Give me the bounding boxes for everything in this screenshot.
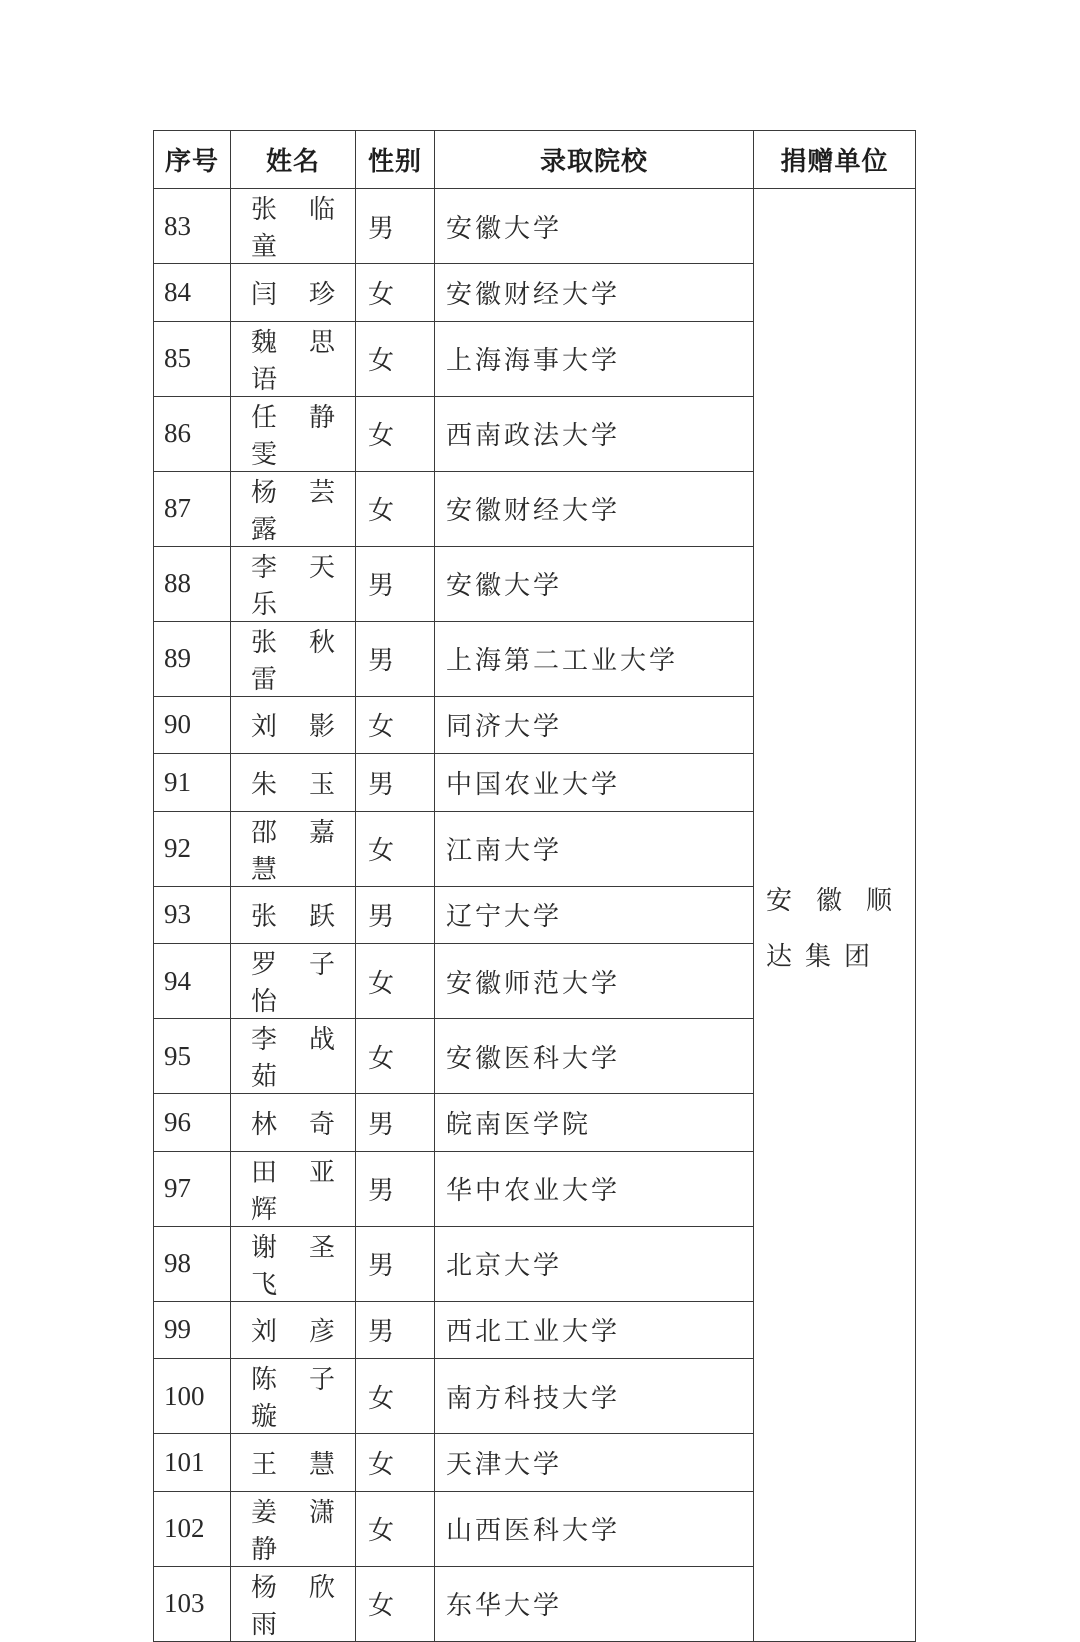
- row-school: 同济大学: [435, 696, 754, 754]
- row-gender: 男: [356, 1151, 435, 1226]
- row-seq: 87: [154, 471, 231, 546]
- row-name-cell: [231, 396, 356, 471]
- row-school: 上海第二工业大学: [435, 621, 754, 696]
- row-name-cell: [231, 621, 356, 696]
- row-school: 华中农业大学: [435, 1151, 754, 1226]
- donor-name: 安徽顺达集团: [766, 885, 905, 972]
- row-gender: 女: [356, 264, 435, 322]
- row-name-cell: [231, 1094, 356, 1152]
- row-name: 李 战 茹: [251, 1025, 335, 1092]
- row-name: 朱 玉: [251, 769, 335, 800]
- row-name: 陈 子 璇: [251, 1365, 335, 1432]
- row-name: 谢 圣 飞: [251, 1232, 335, 1300]
- row-name-cell: [231, 1019, 356, 1094]
- row-gender: 女: [356, 1019, 435, 1094]
- table-body: [154, 189, 916, 1642]
- row-gender: 女: [356, 1491, 435, 1566]
- row-seq: 103: [154, 1566, 231, 1641]
- row-gender: 男: [356, 754, 435, 812]
- row-seq: 98: [154, 1226, 231, 1301]
- row-gender: 女: [356, 1434, 435, 1492]
- row-name: 刘 影: [251, 712, 335, 743]
- row-seq: 94: [154, 944, 231, 1019]
- row-name: 姜 潇 静: [251, 1497, 335, 1565]
- row-name-cell: [231, 471, 356, 546]
- row-gender: 男: [356, 546, 435, 621]
- row-name: 林 奇: [251, 1109, 335, 1140]
- row-name-cell: [231, 944, 356, 1019]
- row-name: 魏 思 语: [251, 327, 335, 395]
- row-name: 任 静 雯: [251, 402, 335, 470]
- row-seq: 86: [154, 396, 231, 471]
- row-seq: 92: [154, 811, 231, 886]
- row-school: 江南大学: [435, 811, 754, 886]
- table-header-row: [154, 131, 916, 189]
- row-school: 天津大学: [435, 1434, 754, 1492]
- header-name: 姓名: [231, 131, 356, 189]
- row-seq: 89: [154, 621, 231, 696]
- row-gender: 女: [356, 1359, 435, 1434]
- row-school: 安徽师范大学: [435, 944, 754, 1019]
- row-name-cell: [231, 1151, 356, 1226]
- scholarship-roster-table: [153, 130, 916, 1642]
- row-gender: 男: [356, 886, 435, 944]
- row-school: 安徽大学: [435, 189, 754, 264]
- row-school: 安徽大学: [435, 546, 754, 621]
- row-seq: 83: [154, 189, 231, 264]
- row-seq: 97: [154, 1151, 231, 1226]
- row-name-cell: [231, 189, 356, 264]
- header-school: 录取院校: [435, 131, 754, 189]
- row-gender: 男: [356, 1301, 435, 1359]
- row-name: 罗 子 怡: [251, 950, 335, 1017]
- row-gender: 女: [356, 696, 435, 754]
- row-name-cell: [231, 1566, 356, 1641]
- row-name-cell: [231, 886, 356, 944]
- header-seq: 序号: [154, 131, 231, 189]
- row-name: 杨 欣 雨: [251, 1572, 335, 1640]
- row-seq: 91: [154, 754, 231, 812]
- row-name-cell: [231, 264, 356, 322]
- row-name-cell: [231, 811, 356, 886]
- row-seq: 102: [154, 1491, 231, 1566]
- row-name-cell: [231, 1434, 356, 1492]
- row-school: 上海海事大学: [435, 321, 754, 396]
- row-name: 张 跃: [251, 902, 335, 933]
- row-gender: 男: [356, 189, 435, 264]
- row-seq: 101: [154, 1434, 231, 1492]
- row-school: 北京大学: [435, 1226, 754, 1301]
- row-school: 辽宁大学: [435, 886, 754, 944]
- row-gender: 女: [356, 811, 435, 886]
- row-seq: 96: [154, 1094, 231, 1152]
- row-name: 杨 芸 露: [251, 477, 335, 545]
- row-gender: 男: [356, 1094, 435, 1152]
- row-school: 安徽医科大学: [435, 1019, 754, 1094]
- row-seq: 85: [154, 321, 231, 396]
- row-name-cell: [231, 696, 356, 754]
- row-name: 张 秋 雷: [251, 627, 335, 695]
- row-name-cell: [231, 546, 356, 621]
- row-name: 闫 珍: [251, 279, 335, 310]
- row-school: 安徽财经大学: [435, 471, 754, 546]
- row-gender: 女: [356, 1566, 435, 1641]
- row-school: 东华大学: [435, 1566, 754, 1641]
- row-gender: 女: [356, 321, 435, 396]
- row-name-cell: [231, 1491, 356, 1566]
- row-seq: 95: [154, 1019, 231, 1094]
- row-gender: 男: [356, 1226, 435, 1301]
- row-school: 安徽财经大学: [435, 264, 754, 322]
- row-gender: 女: [356, 471, 435, 546]
- row-name-cell: [231, 321, 356, 396]
- row-name: 李 天 乐: [251, 552, 335, 620]
- row-school: 西南政法大学: [435, 396, 754, 471]
- row-seq: 88: [154, 546, 231, 621]
- row-name: 王 慧: [251, 1449, 335, 1480]
- table-row: [154, 189, 916, 264]
- header-gender: 性别: [356, 131, 435, 189]
- row-name: 田 亚 辉: [251, 1157, 335, 1225]
- row-name: 邵 嘉 慧: [251, 817, 335, 885]
- row-gender: 男: [356, 621, 435, 696]
- row-gender: 女: [356, 944, 435, 1019]
- header-donor: 捐赠单位: [754, 131, 916, 189]
- row-school: 皖南医学院: [435, 1094, 754, 1152]
- row-name-cell: [231, 1359, 356, 1434]
- row-name: 张 临 童: [251, 195, 335, 262]
- row-name: 刘 彦: [251, 1317, 335, 1348]
- donor-cell: [754, 189, 916, 1642]
- row-seq: 99: [154, 1301, 231, 1359]
- row-seq: 90: [154, 696, 231, 754]
- row-seq: 93: [154, 886, 231, 944]
- row-name-cell: [231, 754, 356, 812]
- row-school: 西北工业大学: [435, 1301, 754, 1359]
- row-seq: 84: [154, 264, 231, 322]
- row-school: 山西医科大学: [435, 1491, 754, 1566]
- row-name-cell: [231, 1301, 356, 1359]
- row-school: 南方科技大学: [435, 1359, 754, 1434]
- row-school: 中国农业大学: [435, 754, 754, 812]
- row-seq: 100: [154, 1359, 231, 1434]
- row-gender: 女: [356, 396, 435, 471]
- row-name-cell: [231, 1226, 356, 1301]
